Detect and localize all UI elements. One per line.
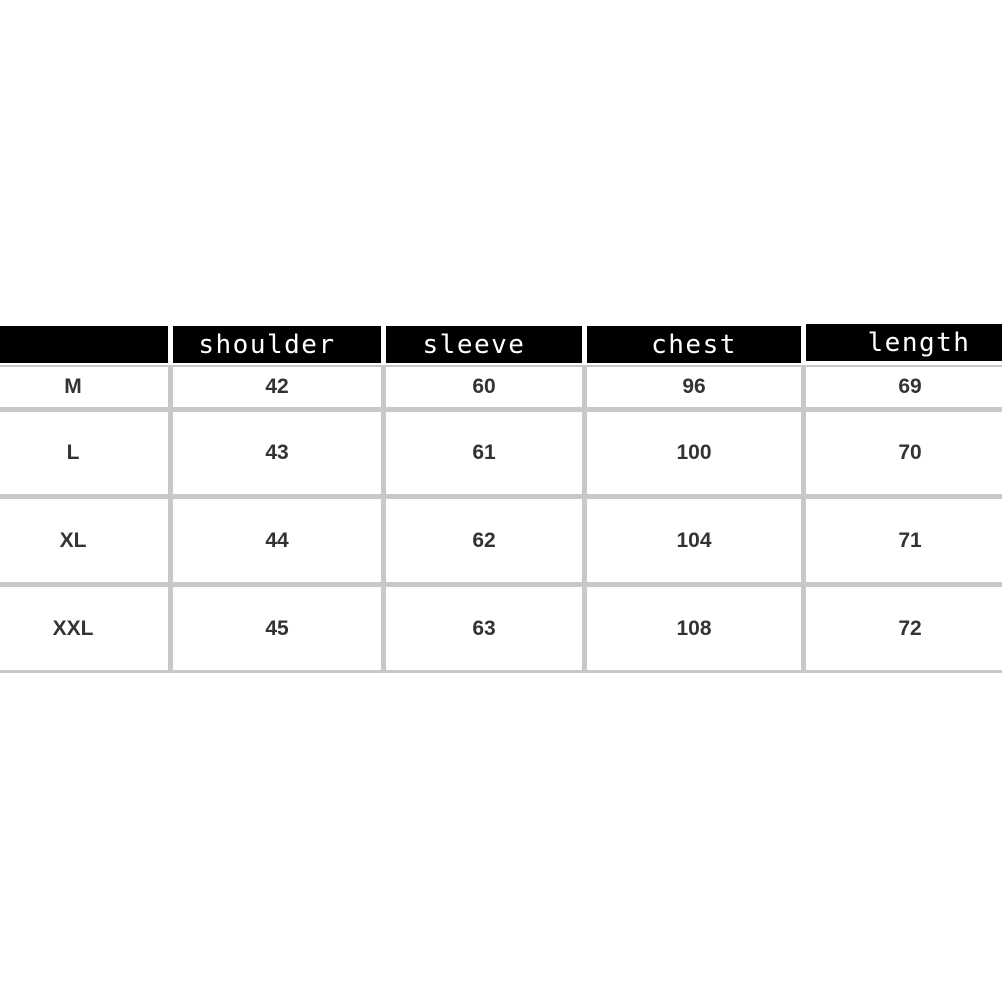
header-cell-length: length	[806, 324, 1002, 361]
size-chart-table	[0, 326, 1002, 673]
measurement-value: 43	[173, 412, 381, 494]
header-row	[0, 326, 1002, 363]
measurement-value: 70	[806, 412, 1002, 494]
measurement-value: 71	[806, 499, 1002, 582]
header-cell-sleeve: sleeve	[386, 326, 582, 363]
measurement-value: 61	[386, 412, 582, 494]
header-cell-chest: chest	[587, 326, 801, 363]
table-body	[0, 365, 1002, 673]
measurement-value: 104	[587, 499, 801, 582]
measurement-value: 62	[386, 499, 582, 582]
measurement-value: 63	[386, 587, 582, 670]
size-label: M	[0, 367, 168, 407]
measurement-value: 100	[587, 412, 801, 494]
measurement-value: 72	[806, 587, 1002, 670]
size-label: XL	[0, 499, 168, 582]
measurement-value: 42	[173, 367, 381, 407]
measurement-value: 60	[386, 367, 582, 407]
measurement-value: 108	[587, 587, 801, 670]
header-cell-shoulder: shoulder	[173, 326, 381, 363]
size-label: L	[0, 412, 168, 494]
measurement-value: 96	[587, 367, 801, 407]
size-label: XXL	[0, 587, 168, 670]
measurement-value: 44	[173, 499, 381, 582]
header-cell-size	[0, 326, 168, 363]
measurement-value: 45	[173, 587, 381, 670]
measurement-value: 69	[806, 367, 1002, 407]
